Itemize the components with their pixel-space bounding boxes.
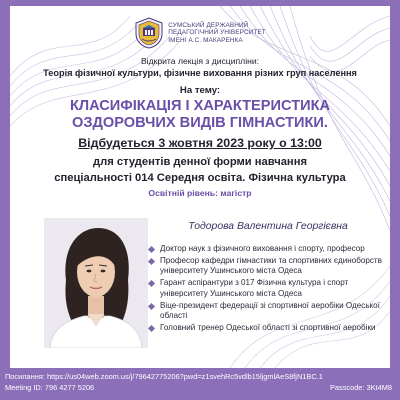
- credential-text: Віце-президент федерації зі спортивної аеробіки Одеської області: [160, 300, 380, 321]
- lecture-subject: Теорія фізичної культури, фізичне виховання різних груп населення: [43, 68, 357, 78]
- education-level: Освітній рівень: магістр: [148, 188, 252, 198]
- credential-text: Гарант аспірантури з 017 Фізична культура і спорт університету Ушинського міста Одеса: [160, 278, 349, 298]
- credential-text: Доктор наук з фізичного виховання і спорту, професор: [160, 244, 365, 253]
- zoom-link[interactable]: Посилання: https://us04web.zoom.us/j/79642775206?pwd=z1svehRc5vdlb15ljgmlAeS8fjN1BC.1: [5, 372, 323, 381]
- university-name-line2: ПЕДАГОГІЧНИЙ УНІВЕРСИТЕТ: [168, 29, 266, 37]
- topic-label: На тему:: [179, 85, 221, 96]
- meeting-passcode: Passcode: 3Kt4M8: [329, 383, 392, 392]
- credential-text: Професор кафедри гімнастики та спортивних єдиноборств університету Ушинського міста Одеса: [160, 256, 382, 276]
- meeting-footer: [0, 368, 400, 400]
- lecture-date-text: Відбудеться 3 жовтня 2023 року о 13:00: [78, 136, 322, 150]
- diamond-bullet-icon: [148, 280, 155, 287]
- credential-text: Головний тренер Одеської області зі спортивної аеробіки: [160, 323, 376, 333]
- topic-title-line2: ОЗДОРОВЧИХ ВИДІВ ГІМНАСТИКИ.: [72, 115, 328, 131]
- meeting-id: Meeting ID: 796 4277 5206: [5, 383, 95, 392]
- diamond-bullet-icon: [148, 325, 155, 332]
- audience-line2: спеціальності 014 Середня освіта. Фізична культура: [54, 172, 346, 184]
- speaker-credentials: [146, 244, 390, 335]
- lecture-intro: Відкрита лекція з дисципліни:: [140, 56, 260, 66]
- poster-panel: [10, 6, 390, 368]
- topic-title-line1: КЛАСИФІКАЦІЯ І ХАРАКТЕРИСТИКА: [69, 98, 331, 114]
- credential-item: [146, 278, 390, 299]
- speaker-name: Тодорова Валентина Георгієвна: [188, 221, 348, 232]
- university-name-line1: СУМСЬКИЙ ДЕРЖАВНИЙ: [168, 21, 249, 29]
- university-name-line3: ІМЕНІ А.С. МАКАРЕНКА: [168, 36, 243, 44]
- university-seal-icon: [134, 17, 164, 49]
- university-name: [168, 22, 265, 45]
- speaker-portrait-image: [44, 218, 148, 348]
- diamond-bullet-icon: [148, 258, 155, 265]
- diamond-bullet-icon: [148, 303, 155, 310]
- credential-item: [146, 256, 390, 277]
- credential-item: [146, 301, 390, 322]
- speaker-photo: [44, 218, 148, 348]
- diamond-bullet-icon: [148, 246, 155, 253]
- credential-item: [146, 244, 390, 254]
- audience-line1: для студентів денної форми навчання: [93, 156, 307, 168]
- credential-item: [146, 323, 390, 333]
- university-header: [10, 16, 390, 50]
- lecture-date: [10, 136, 390, 150]
